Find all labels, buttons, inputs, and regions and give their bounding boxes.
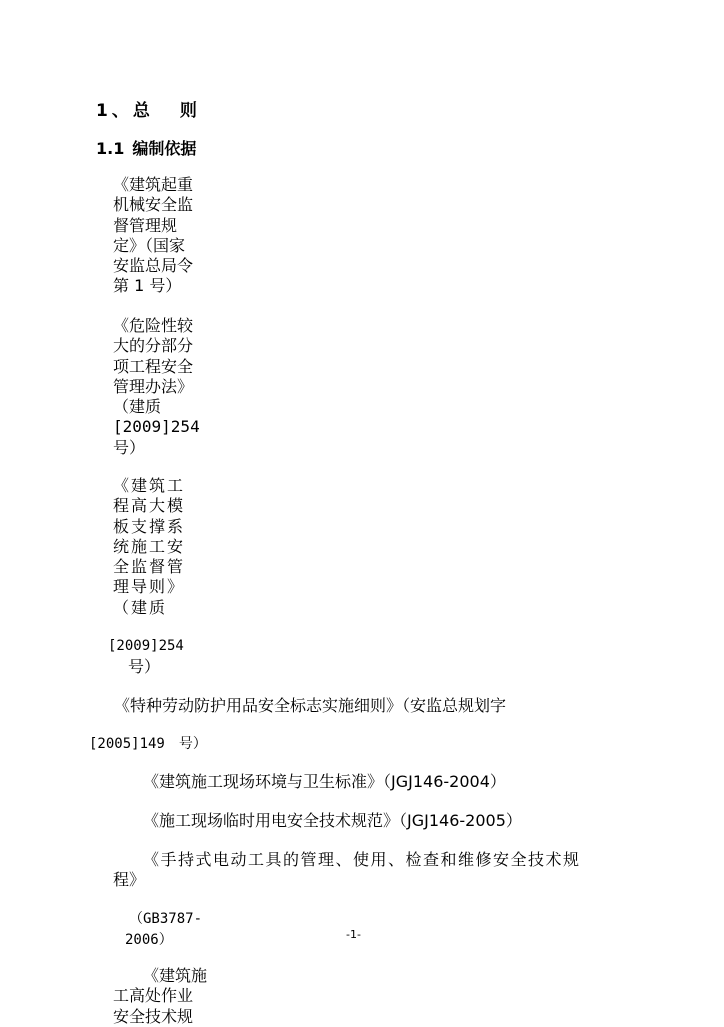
reference-item-7-line1: 《手持式电动工具的管理、使用、检查和维修安全技术规 [143,850,581,869]
reference-line: （建质 [113,597,168,617]
reference-item-4-line2: [2005]149 号） [89,736,207,752]
reference-line: 理导则》 [113,577,186,597]
reference-item-8 [113,966,207,1027]
reference-line: 安全技术规 [113,1006,194,1026]
reference-item-3 [113,476,185,618]
reference-item-3-suffix: 号） [128,657,161,676]
reference-line: 大的分部分 [113,336,194,356]
reference-line: 《建筑起重 [113,175,194,194]
reference-item-1 [113,175,193,297]
reference-item-4-line1: 《特种劳动防护用品安全标志实施细则》（安监总规划字 [114,696,507,715]
reference-line: 项工程安全 [113,356,194,376]
section-heading: 1 、 总 则 [96,101,197,121]
reference-line: 定》（国家 [113,235,186,255]
reference-line: 安监总局令 [113,256,194,276]
reference-line: 《建筑工 [113,476,186,495]
page-number: -1- [346,928,361,941]
reference-item-7-year: 2006） [125,932,173,948]
reference-item-7-line2: 程》 [113,870,146,889]
reference-item-6: 《施工现场临时用电安全技术规范》（JGJ146-2005） [143,811,522,830]
reference-line: （建质 [113,397,162,417]
reference-line: 督管理规 [113,215,178,235]
reference-item-2 [113,316,200,458]
reference-line: 工高处作业 [113,986,194,1006]
reference-line: 统施工安 [113,536,186,556]
reference-line: 板支撑系 [113,516,186,536]
reference-line: 第 1 号） [113,276,182,296]
reference-item-7-code: （GB3787- [129,911,203,927]
subsection-heading: 1.1 编制依据 [96,139,197,158]
reference-line: 程高大模 [113,496,186,516]
reference-line: 号） [113,437,146,457]
reference-item-5: 《建筑施工现场环境与卫生标准》（JGJ146-2004） [143,772,506,791]
reference-line: 《建筑施 [143,966,208,985]
reference-line: [2009]254 [113,417,200,437]
reference-item-3-code: [2009]254 [108,638,184,654]
reference-line: 全监督管 [113,557,186,577]
reference-line: 机械安全监 [113,195,194,215]
reference-line: 《危险性较 [113,316,194,335]
reference-line: 管理办法》 [113,376,194,396]
